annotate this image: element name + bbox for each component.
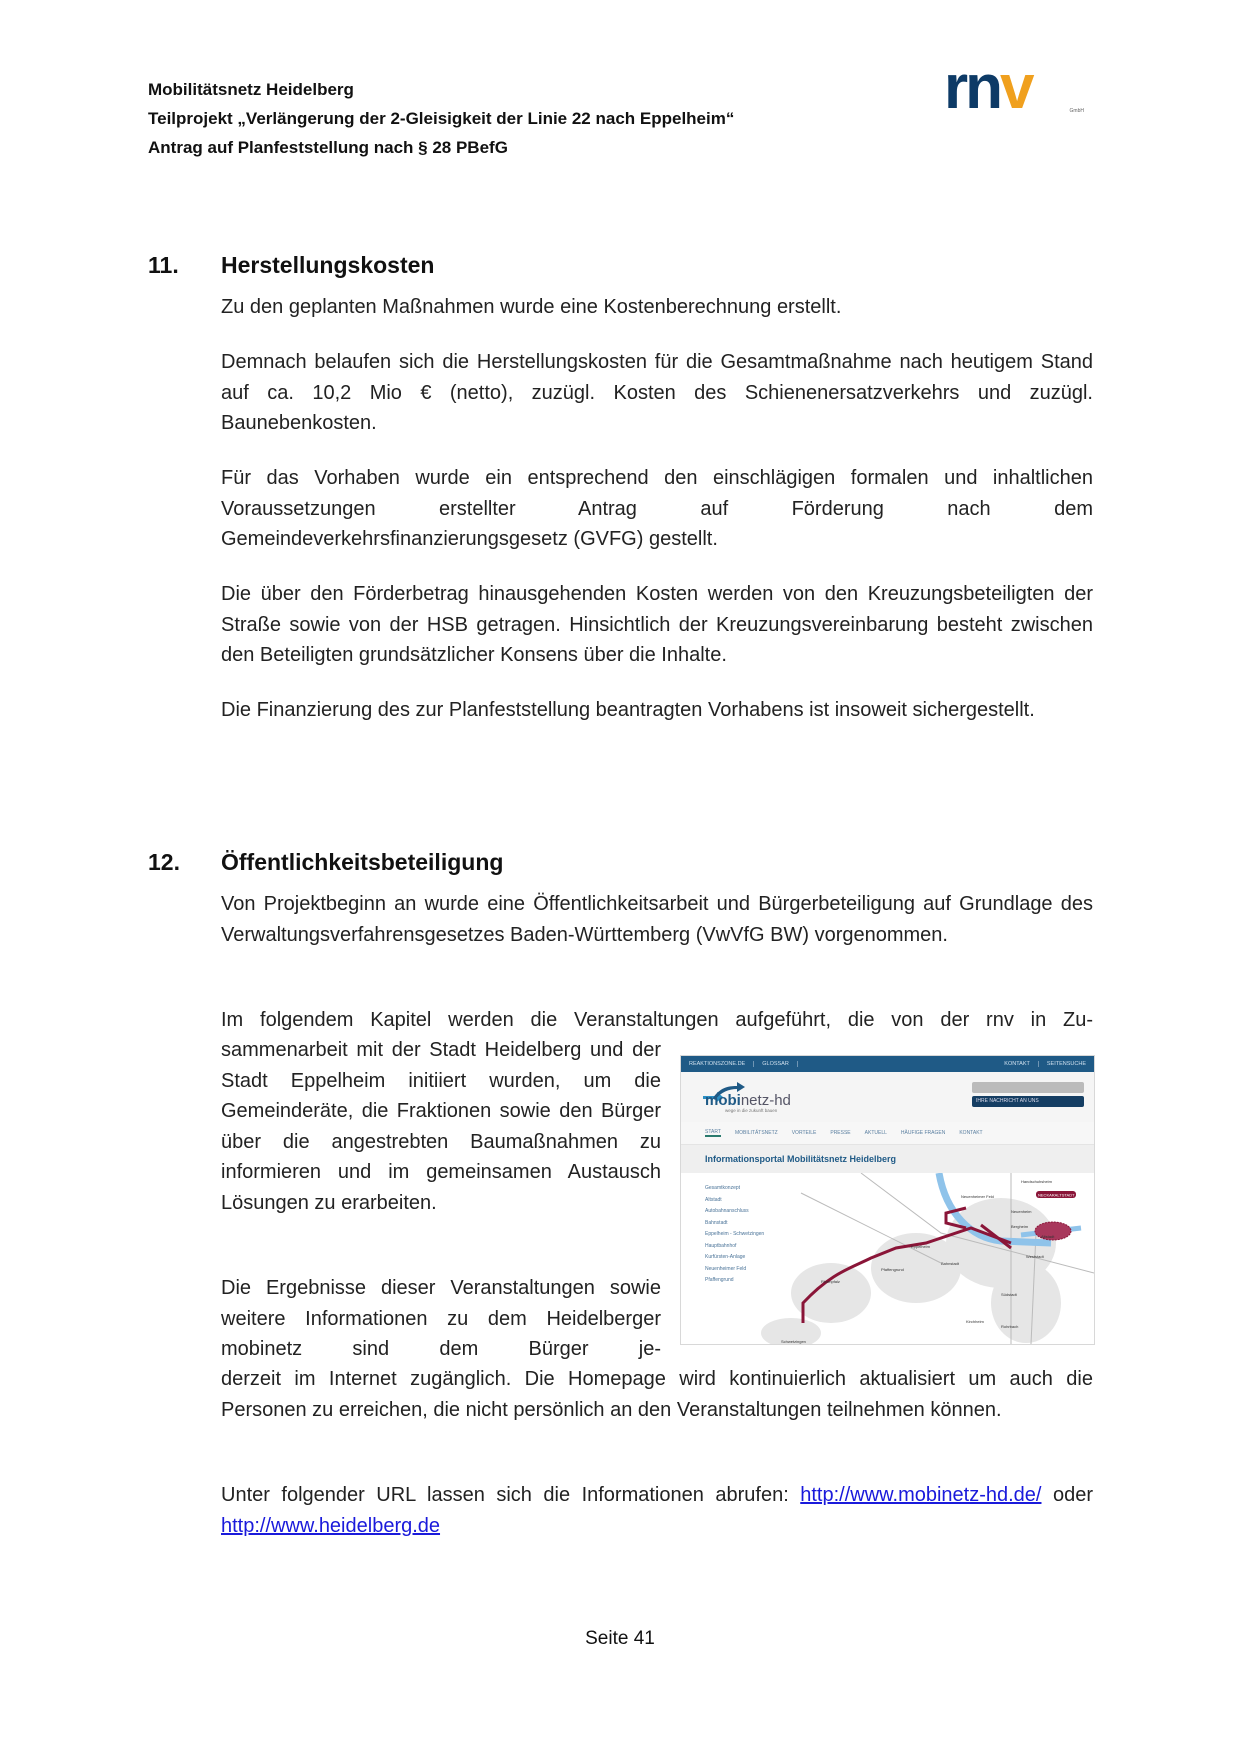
topbar-link: GLOSSAR [754, 1061, 798, 1067]
paragraph: Für das Vorhaben wurde ein entsprechend den einschlägigen formalen und inhaltlichen Voraussetzungen erstellter Antrag auf Förderung nach dem Gemeindeverkehrsfinanzierungsgesetz (GVFG) gestellt. [221, 467, 1093, 551]
website-nav [681, 1122, 1094, 1145]
paragraph: Im folgendem Kapitel werden die Veranstaltungen aufgeführt, die von der rnv in Zu- [221, 1009, 1093, 1031]
svg-text:Rohrbach: Rohrbach [1001, 1324, 1019, 1329]
section-11-number: 11. [148, 252, 179, 278]
paragraph: Zu den geplanten Maßnahmen wurde eine Kostenberechnung erstellt. [221, 296, 842, 318]
svg-text:Südstadt: Südstadt [1001, 1292, 1017, 1297]
website-nav-item: HÄUFIGE FRAGEN [900, 1130, 946, 1136]
mobinetz-tagline: wege in die zukunft bauen [725, 1108, 778, 1113]
website-nav-item: START [705, 1129, 721, 1135]
url-paragraph [221, 1480, 1093, 1541]
website-nav-item: AKTUELL [864, 1130, 887, 1136]
mobinetz-website-screenshot [680, 1055, 1095, 1345]
link-separator: oder [1041, 1484, 1094, 1506]
rnv-logo [944, 53, 1084, 122]
website-nav-item: MOBILITÄTSNETZ [734, 1130, 778, 1136]
website-nav-item: PRESSE [830, 1130, 851, 1136]
logo-text-accent: v [1000, 53, 1032, 122]
website-sidebar-list [705, 1183, 764, 1287]
page-number: Seite 41 [585, 1628, 655, 1649]
topbar-link: SEITENSUCHE [1046, 1061, 1086, 1067]
paragraph: Von Projektbeginn an wurde eine Öffentlichkeitsarbeit und Bürgerbeteiligung auf Grundlage des Verwaltungsverfahrensgesetzes Baden-Württemberg (VwVfG BW) vorgenommen. [221, 893, 1093, 946]
svg-text:Eppelheim: Eppelheim [911, 1244, 930, 1249]
doc-header-application: Antrag auf Planfeststellung nach § 28 PBefG [148, 138, 508, 157]
link-mobinetz[interactable]: http://www.mobinetz-hd.de/ [800, 1484, 1042, 1506]
website-brand-area [681, 1072, 1094, 1122]
section-12-number: 12. [148, 849, 180, 875]
website-nav-item: KONTAKT [959, 1130, 983, 1136]
section-12-title: Öffentlichkeitsbeteiligung [221, 849, 504, 875]
paragraph: Demnach belaufen sich die Herstellungskosten für die Gesamtmaßnahme nach heutigem Stand auf ca. 10,2 Mio € (netto), zuzügl. Kosten des Schienenersatzverkehrs und zuzügl. Baunebenkosten. [221, 351, 1093, 435]
svg-text:Handschuhsheim: Handschuhsheim [1021, 1179, 1052, 1184]
website-sidebar-item: Bahnstadt [705, 1219, 728, 1226]
mobinetz-logo-text: mobinetz-hd [705, 1092, 791, 1109]
paragraph: Die Finanzierung des zur Planfeststellung beantragten Vorhabens ist insoweit sichergestellt. [221, 699, 1035, 721]
paragraph: derzeit im Internet zugänglich. Die Homepage wird kontinuierlich aktualisiert um auch die Personen zu erreichen, die nicht persönlich an den Veranstaltungen teilnehmen können. [221, 1368, 1093, 1421]
doc-header-subproject: Teilprojekt „Verlängerung der 2-Gleisigkeit der Linie 22 nach Eppelheim“ [148, 109, 735, 128]
svg-text:Schwetzingen: Schwetzingen [781, 1339, 806, 1344]
svg-text:Rheinpfalz: Rheinpfalz [821, 1279, 840, 1284]
website-sidebar-item: Altstadt [705, 1196, 722, 1203]
website-search-field [972, 1082, 1084, 1093]
link-heidelberg[interactable]: http://www.heidelberg.de [221, 1514, 441, 1537]
paragraph-wrapped: Die Ergebnisse dieser Veranstaltungen sowie weitere Informationen zu dem Heidelberger mobinetz sind dem Bürger je- [221, 1277, 661, 1361]
topbar-link: REAKTIONSZONE.DE [681, 1061, 754, 1067]
svg-text:Altstadt: Altstadt [1041, 1234, 1055, 1239]
website-sidebar-item: Hauptbahnhof [705, 1242, 737, 1249]
logo-text-main: rn [944, 53, 1000, 122]
website-sidebar-item: Pfaffengrund [705, 1277, 734, 1283]
svg-text:Kirchheim: Kirchheim [966, 1319, 984, 1324]
website-message-button: IHRE NACHRICHT AN UNS [972, 1096, 1084, 1107]
svg-text:Pfaffengrund: Pfaffengrund [881, 1267, 904, 1272]
website-sidebar-item: Neuenheimer Feld [705, 1265, 747, 1272]
website-sidebar-item: Autobahnanschluss [705, 1208, 749, 1214]
topbar-link: KONTAKT [996, 1061, 1039, 1067]
website-sidebar-item: Gesamtkonzept [705, 1185, 741, 1191]
svg-text:Weststadt: Weststadt [1026, 1254, 1044, 1259]
website-nav-item: VORTEILE [791, 1130, 817, 1136]
svg-text:NECKARALTSTADT: NECKARALTSTADT [1038, 1192, 1075, 1198]
svg-text:Bahnstadt: Bahnstadt [941, 1261, 960, 1266]
svg-text:Neuenheim: Neuenheim [1011, 1209, 1032, 1214]
paragraph: Die über den Förderbetrag hinausgehenden Kosten werden von den Kreuzungsbeteiligten der Straße sowie von der HSB getragen. Hinsichtlich der Kreuzungsvereinbarung besteht zwischen den Beteiligten grundsätzlicher Konsens über die Inhalte. [221, 583, 1093, 667]
website-topbar [681, 1056, 1094, 1072]
doc-header-project: Mobilitätsnetz Heidelberg [148, 80, 354, 99]
website-sidebar-item: Kurfürsten-Anlage [705, 1254, 746, 1260]
logo-subtext: GmbH [1069, 108, 1084, 114]
website-sidebar-item: Eppelheim - Schwetzingen [705, 1231, 765, 1237]
url-intro: Unter folgender URL lassen sich die Informationen abrufen: [221, 1484, 801, 1506]
svg-text:Neuenheimer Feld: Neuenheimer Feld [961, 1194, 994, 1199]
paragraph-wrapped: sammenarbeit mit der Stadt Heidelberg und der Stadt Eppelheim initiiert wurden, um die Gemeinderäte, die Fraktionen sowie den Bürger über die angestrebten Baumaßnahmen zu informieren und im gemeinsamen Austausch Lösungen zu erarbeiten. [221, 1039, 661, 1214]
svg-text:Bergheim: Bergheim [1011, 1224, 1029, 1229]
website-page-title: Informationsportal Mobilitätsnetz Heidelberg [681, 1145, 1094, 1173]
website-map-area [681, 1173, 1094, 1344]
section-11-title: Herstellungskosten [221, 252, 435, 278]
